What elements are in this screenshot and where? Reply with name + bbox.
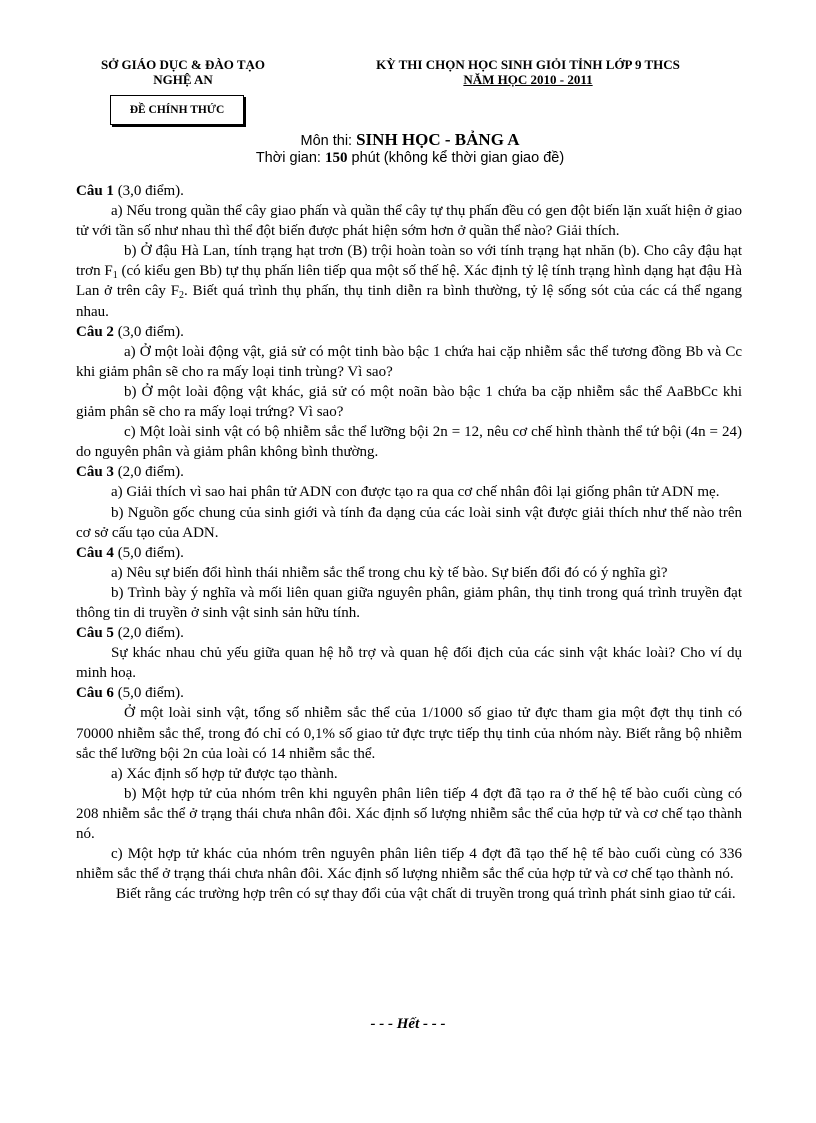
- question-points: (2,0 điểm).: [113, 464, 184, 481]
- department-header: [76, 57, 290, 87]
- exam-content: [76, 181, 742, 904]
- question-5-title: [76, 623, 742, 643]
- official-exam-box: ĐỀ CHÍNH THỨC: [110, 95, 244, 125]
- time-value: 150: [324, 150, 348, 166]
- question-3-part-b: b) Nguồn gốc chung của sinh giới và tính đa dạng của các loài sinh vật được giải thích như thế nào trên cơ sở cấu tạo của ADN.: [76, 504, 742, 541]
- question-label: Câu 6: [76, 685, 114, 702]
- question-3-part-a: a) Giải thích vì sao hai phân tử ADN con được tạo ra qua cơ chế nhân đôi lại giống phân tử ADN mẹ.: [111, 484, 720, 501]
- question-6-part-b: b) Một hợp tử của nhóm trên khi nguyên phân liên tiếp 4 đợt đã tạo ra ở thế hệ tế bào cuối cùng có 208 nhiễm sắc thể ở trạng thái chưa nhân đôi. Xác định số lượng nhiễm sắc thể của hợp tử và cơ chế tạo thành nó.: [76, 785, 742, 842]
- question-2-title: [76, 322, 742, 342]
- exam-header: [332, 57, 724, 87]
- subject-label: Môn thi:: [300, 133, 357, 149]
- question-points: (2,0 điểm).: [113, 625, 184, 642]
- question-4-part-b: b) Trình bày ý nghĩa và mối liên quan giữa nguyên phân, giảm phân, thụ tinh trong quá trình truyền đạt thông tin di truyền ở sinh vật sinh sản hữu tính.: [76, 584, 742, 621]
- question-points: (5,0 điểm).: [113, 685, 184, 702]
- question-label: Câu 4: [76, 544, 114, 561]
- question-1-title: [76, 181, 742, 201]
- question-1-part-b: b) Ở đậu Hà Lan, tính trạng hạt trơn (B) trội hoàn toàn so với tính trạng hạt nhăn (b). Cho cây đậu hạt trơn $F_1$ (có kiểu gen Bb) tự thụ phấn liên tiếp qua một số thế hệ. Xác định tỷ lệ tính trạng hình dạng hạt đậu Hà Lan ở trên cây $F_2$. Biết quá trình thụ phấn, thụ tinh diễn ra bình thường, tỷ lệ sống sót của các cá thể ngang nhau.: [76, 243, 743, 320]
- time-label: Thời gian:: [255, 150, 325, 166]
- question-6-title: [76, 683, 742, 703]
- question-6-intro: Ở một loài sinh vật, tổng số nhiễm sắc thể của 1/1000 số giao tử đực tham gia một đợt thụ tinh có 70000 nhiễm sắc thể, trong đó chỉ có 0,1% số giao tử đực trực tiếp thụ tinh của nhóm này. Biết rằng bộ nhiễm sắc thể lưỡng bội 2n của loài có 14 nhiễm sắc thể.: [76, 705, 742, 762]
- subject-name: SINH HỌC - BẢNG A: [356, 130, 520, 149]
- department-name: SỞ GIÁO DỤC & ĐÀO TẠO: [100, 57, 266, 72]
- question-6-part-a: a) Xác định số hợp tử được tạo thành.: [111, 765, 338, 782]
- subject-block: [200, 131, 620, 167]
- question-3-title: [76, 462, 742, 482]
- question-label: Câu 2: [76, 323, 114, 340]
- question-6-part-c: c) Một hợp tử khác của nhóm trên nguyên phân liên tiếp 4 đợt đã tạo thế hệ tế bào cuối cùng có 336 nhiễm sắc thể ở trạng thái chưa nhân đôi. Xác định số lượng nhiễm sắc thể của hợp tử và cơ chế tạo thành nó.: [76, 846, 742, 883]
- question-label: Câu 3: [76, 464, 114, 481]
- question-4-title: [76, 543, 742, 563]
- question-2-part-a: a) Ở một loài động vật, giả sử có một tinh bào bậc 1 chứa hai cặp nhiễm sắc thể tương đồng Bb và Cc khi giảm phân sẽ cho ra mấy loại tinh trùng? Vì sao?: [76, 343, 742, 380]
- question-label: Câu 5: [76, 625, 114, 642]
- question-5-body: Sự khác nhau chủ yếu giữa quan hệ hỗ trợ và quan hệ đối địch của các sinh vật khác loài? Cho ví dụ minh hoạ.: [76, 645, 742, 682]
- question-points: (3,0 điểm).: [113, 183, 184, 199]
- question-label: Câu 1: [76, 183, 114, 199]
- school-year: NĂM HỌC 2010 - 2011: [463, 72, 593, 87]
- question-6-note: Biết rằng các trường hợp trên có sự thay đổi của vật chất di truyền trong quá trình phát sinh giao tử cái.: [116, 886, 736, 903]
- question-2-part-c: c) Một loài sinh vật có bộ nhiễm sắc thể lưỡng bội 2n = 12, nêu cơ chế hình thành thể tứ bội (4n = 24) do nguyên phân và giảm phân không bình thường.: [76, 424, 742, 461]
- question-points: (5,0 điểm).: [113, 544, 184, 561]
- question-1-part-a: a) Nếu trong quần thể cây giao phấn và quần thể cây tự thụ phấn đều có gen đột biến lặn xuất hiện ở giao tử với tần số như nhau thì thể đột biến được phát hiện sớm hơn ở quần thể nào? Giải thích.: [76, 203, 742, 240]
- exam-title: KỲ THI CHỌN HỌC SINH GIỎI TỈNH LỚP 9 THCS: [376, 57, 680, 72]
- time-line: [200, 150, 620, 167]
- province-name: NGHỆ AN: [153, 72, 213, 87]
- end-marker: - - - Hết - - -: [370, 1016, 446, 1032]
- question-points: (3,0 điểm).: [113, 323, 184, 340]
- question-4-part-a: a) Nêu sự biến đổi hình thái nhiễm sắc thể trong chu kỳ tế bào. Sự biến đổi đó có ý nghĩa gì?: [111, 564, 668, 581]
- subject-line: [200, 131, 620, 150]
- time-note: phút (không kể thời gian giao đề): [347, 150, 565, 166]
- question-2-part-b: b) Ở một loài động vật khác, giả sử có một noãn bào bậc 1 chứa ba cặp nhiễm sắc thể AaBbCc khi giảm phân sẽ cho ra mấy loại trứng? Vì sao?: [76, 383, 742, 421]
